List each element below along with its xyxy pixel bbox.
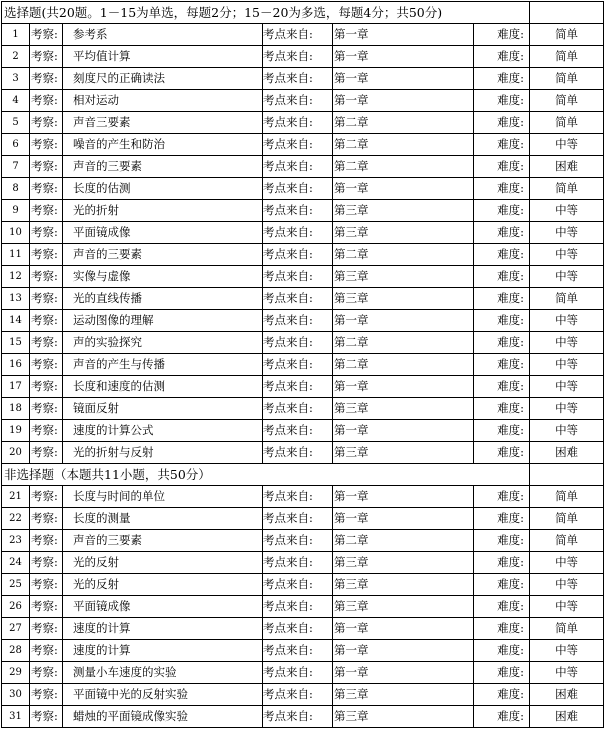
source-label: 考点来自: (263, 376, 333, 398)
source-label: 考点来自: (263, 288, 333, 310)
question-number: 20 (2, 442, 30, 464)
topic-cell: 声音的三要素 (63, 156, 263, 178)
analysis-table (1, 1, 604, 728)
difficulty-value: 简单 (530, 618, 604, 640)
source-label: 考点来自: (263, 552, 333, 574)
question-number: 2 (2, 46, 30, 68)
source-label: 考点来自: (263, 222, 333, 244)
examine-label: 考察: (30, 178, 63, 200)
source-label: 考点来自: (263, 442, 333, 464)
chapter-cell: 第三章 (333, 288, 474, 310)
chapter-cell: 第一章 (333, 178, 474, 200)
chapter-cell: 第一章 (333, 640, 474, 662)
difficulty-value: 中等 (530, 332, 604, 354)
examine-label: 考察: (30, 640, 63, 662)
question-number: 11 (2, 244, 30, 266)
question-number: 25 (2, 574, 30, 596)
question-number: 27 (2, 618, 30, 640)
table-row (2, 178, 604, 200)
table-row (2, 90, 604, 112)
question-number: 14 (2, 310, 30, 332)
source-label: 考点来自: (263, 332, 333, 354)
examine-label: 考察: (30, 596, 63, 618)
question-number: 22 (2, 508, 30, 530)
chapter-cell: 第一章 (333, 68, 474, 90)
table-row (2, 310, 604, 332)
source-label: 考点来自: (263, 706, 333, 728)
topic-cell: 蜡烛的平面镜成像实验 (63, 706, 263, 728)
difficulty-value: 中等 (530, 420, 604, 442)
difficulty-value: 困难 (530, 684, 604, 706)
difficulty-label: 难度: (474, 332, 530, 354)
source-label: 考点来自: (263, 398, 333, 420)
table-row (2, 354, 604, 376)
source-label: 考点来自: (263, 310, 333, 332)
source-label: 考点来自: (263, 266, 333, 288)
chapter-cell: 第二章 (333, 530, 474, 552)
question-number: 6 (2, 134, 30, 156)
topic-cell: 平面镜成像 (63, 222, 263, 244)
table-row (2, 486, 604, 508)
source-label: 考点来自: (263, 640, 333, 662)
source-label: 考点来自: (263, 156, 333, 178)
table-row (2, 46, 604, 68)
difficulty-label: 难度: (474, 530, 530, 552)
chapter-cell: 第三章 (333, 222, 474, 244)
source-label: 考点来自: (263, 178, 333, 200)
source-label: 考点来自: (263, 420, 333, 442)
question-number: 30 (2, 684, 30, 706)
examine-label: 考察: (30, 662, 63, 684)
examine-label: 考察: (30, 266, 63, 288)
topic-cell: 平均值计算 (63, 46, 263, 68)
difficulty-label: 难度: (474, 310, 530, 332)
question-number: 26 (2, 596, 30, 618)
topic-cell: 光的反射 (63, 574, 263, 596)
difficulty-value: 简单 (530, 530, 604, 552)
table-row (2, 508, 604, 530)
topic-cell: 参考系 (63, 24, 263, 46)
chapter-cell: 第三章 (333, 596, 474, 618)
difficulty-label: 难度: (474, 46, 530, 68)
chapter-cell: 第三章 (333, 684, 474, 706)
difficulty-label: 难度: (474, 662, 530, 684)
question-number: 9 (2, 200, 30, 222)
examine-label: 考察: (30, 486, 63, 508)
difficulty-label: 难度: (474, 156, 530, 178)
chapter-cell: 第一章 (333, 310, 474, 332)
difficulty-value: 简单 (530, 90, 604, 112)
source-label: 考点来自: (263, 46, 333, 68)
difficulty-value: 困难 (530, 706, 604, 728)
question-number: 1 (2, 24, 30, 46)
source-label: 考点来自: (263, 486, 333, 508)
difficulty-value: 中等 (530, 376, 604, 398)
chapter-cell: 第一章 (333, 24, 474, 46)
chapter-cell: 第二章 (333, 354, 474, 376)
difficulty-value: 中等 (530, 354, 604, 376)
table-row (2, 530, 604, 552)
section-title: 非选择题（本题共11小题，共50分） (2, 464, 530, 486)
difficulty-value: 中等 (530, 596, 604, 618)
difficulty-label: 难度: (474, 618, 530, 640)
topic-cell: 声音的三要素 (63, 244, 263, 266)
chapter-cell: 第三章 (333, 442, 474, 464)
difficulty-label: 难度: (474, 552, 530, 574)
difficulty-label: 难度: (474, 178, 530, 200)
question-number: 19 (2, 420, 30, 442)
difficulty-label: 难度: (474, 288, 530, 310)
source-label: 考点来自: (263, 200, 333, 222)
examine-label: 考察: (30, 244, 63, 266)
chapter-cell: 第一章 (333, 618, 474, 640)
source-label: 考点来自: (263, 244, 333, 266)
difficulty-label: 难度: (474, 684, 530, 706)
difficulty-label: 难度: (474, 574, 530, 596)
examine-label: 考察: (30, 332, 63, 354)
question-number: 23 (2, 530, 30, 552)
difficulty-label: 难度: (474, 200, 530, 222)
table-row (2, 420, 604, 442)
chapter-cell: 第三章 (333, 398, 474, 420)
question-number: 4 (2, 90, 30, 112)
examine-label: 考察: (30, 618, 63, 640)
question-number: 16 (2, 354, 30, 376)
section-header-row (2, 2, 604, 24)
topic-cell: 长度与时间的单位 (63, 486, 263, 508)
difficulty-label: 难度: (474, 486, 530, 508)
table-row (2, 442, 604, 464)
chapter-cell: 第二章 (333, 134, 474, 156)
difficulty-value: 中等 (530, 662, 604, 684)
topic-cell: 长度的测量 (63, 508, 263, 530)
question-number: 3 (2, 68, 30, 90)
topic-cell: 测量小车速度的实验 (63, 662, 263, 684)
topic-cell: 相对运动 (63, 90, 263, 112)
table-row (2, 68, 604, 90)
difficulty-value: 简单 (530, 68, 604, 90)
table-row (2, 552, 604, 574)
topic-cell: 刻度尺的正确读法 (63, 68, 263, 90)
topic-cell: 长度和速度的估测 (63, 376, 263, 398)
examine-label: 考察: (30, 420, 63, 442)
chapter-cell: 第三章 (333, 574, 474, 596)
examine-label: 考察: (30, 684, 63, 706)
section-header-row (2, 464, 604, 486)
topic-cell: 实像与虚像 (63, 266, 263, 288)
difficulty-value: 中等 (530, 574, 604, 596)
examine-label: 考察: (30, 222, 63, 244)
examine-label: 考察: (30, 310, 63, 332)
chapter-cell: 第二章 (333, 156, 474, 178)
difficulty-value: 简单 (530, 486, 604, 508)
difficulty-label: 难度: (474, 376, 530, 398)
source-label: 考点来自: (263, 354, 333, 376)
examine-label: 考察: (30, 508, 63, 530)
topic-cell: 镜面反射 (63, 398, 263, 420)
table-row (2, 332, 604, 354)
difficulty-label: 难度: (474, 90, 530, 112)
examine-label: 考察: (30, 398, 63, 420)
table-row (2, 618, 604, 640)
examine-label: 考察: (30, 46, 63, 68)
section-header-blank-cell (530, 464, 604, 486)
chapter-cell: 第二章 (333, 244, 474, 266)
table-row (2, 662, 604, 684)
topic-cell: 平面镜成像 (63, 596, 263, 618)
source-label: 考点来自: (263, 112, 333, 134)
difficulty-label: 难度: (474, 398, 530, 420)
difficulty-label: 难度: (474, 640, 530, 662)
table-row (2, 200, 604, 222)
examine-label: 考察: (30, 134, 63, 156)
topic-cell: 光的折射与反射 (63, 442, 263, 464)
examine-label: 考察: (30, 530, 63, 552)
difficulty-value: 简单 (530, 24, 604, 46)
table-body (2, 2, 604, 728)
table-row (2, 684, 604, 706)
difficulty-label: 难度: (474, 420, 530, 442)
topic-cell: 声音的产生与传播 (63, 354, 263, 376)
section-title: 选择题(共20题。1－15为单选，每题2分；15－20为多选，每题4分；共50分) (2, 2, 530, 24)
topic-cell: 光的反射 (63, 552, 263, 574)
table-row (2, 24, 604, 46)
difficulty-label: 难度: (474, 24, 530, 46)
table-row (2, 398, 604, 420)
source-label: 考点来自: (263, 684, 333, 706)
difficulty-value: 中等 (530, 398, 604, 420)
examine-label: 考察: (30, 156, 63, 178)
source-label: 考点来自: (263, 596, 333, 618)
chapter-cell: 第一章 (333, 508, 474, 530)
topic-cell: 速度的计算 (63, 640, 263, 662)
difficulty-value: 简单 (530, 288, 604, 310)
difficulty-label: 难度: (474, 596, 530, 618)
question-number: 15 (2, 332, 30, 354)
chapter-cell: 第三章 (333, 266, 474, 288)
difficulty-value: 中等 (530, 640, 604, 662)
table-row (2, 640, 604, 662)
chapter-cell: 第三章 (333, 706, 474, 728)
chapter-cell: 第二章 (333, 332, 474, 354)
examine-label: 考察: (30, 552, 63, 574)
topic-cell: 速度的计算 (63, 618, 263, 640)
difficulty-value: 中等 (530, 134, 604, 156)
chapter-cell: 第一章 (333, 486, 474, 508)
topic-cell: 声的实验探究 (63, 332, 263, 354)
table-row (2, 156, 604, 178)
difficulty-value: 简单 (530, 508, 604, 530)
source-label: 考点来自: (263, 134, 333, 156)
difficulty-value: 中等 (530, 310, 604, 332)
topic-cell: 声音的三要素 (63, 530, 263, 552)
question-number: 29 (2, 662, 30, 684)
topic-cell: 运动图像的理解 (63, 310, 263, 332)
difficulty-label: 难度: (474, 706, 530, 728)
difficulty-value: 困难 (530, 156, 604, 178)
examine-label: 考察: (30, 112, 63, 134)
question-number: 17 (2, 376, 30, 398)
examine-label: 考察: (30, 200, 63, 222)
chapter-cell: 第三章 (333, 552, 474, 574)
question-number: 31 (2, 706, 30, 728)
question-number: 5 (2, 112, 30, 134)
difficulty-label: 难度: (474, 354, 530, 376)
question-number: 12 (2, 266, 30, 288)
source-label: 考点来自: (263, 574, 333, 596)
difficulty-value: 中等 (530, 266, 604, 288)
topic-cell: 声音三要素 (63, 112, 263, 134)
table-row (2, 574, 604, 596)
examine-label: 考察: (30, 354, 63, 376)
source-label: 考点来自: (263, 618, 333, 640)
difficulty-value: 简单 (530, 46, 604, 68)
chapter-cell: 第一章 (333, 90, 474, 112)
examine-label: 考察: (30, 376, 63, 398)
difficulty-label: 难度: (474, 442, 530, 464)
question-number: 10 (2, 222, 30, 244)
table-row (2, 222, 604, 244)
difficulty-label: 难度: (474, 266, 530, 288)
examine-label: 考察: (30, 706, 63, 728)
table-row (2, 112, 604, 134)
question-number: 18 (2, 398, 30, 420)
table-row (2, 376, 604, 398)
examine-label: 考察: (30, 288, 63, 310)
chapter-cell: 第一章 (333, 376, 474, 398)
question-number: 24 (2, 552, 30, 574)
source-label: 考点来自: (263, 530, 333, 552)
chapter-cell: 第一章 (333, 46, 474, 68)
source-label: 考点来自: (263, 508, 333, 530)
table-row (2, 134, 604, 156)
chapter-cell: 第一章 (333, 420, 474, 442)
question-number: 13 (2, 288, 30, 310)
source-label: 考点来自: (263, 24, 333, 46)
difficulty-value: 简单 (530, 112, 604, 134)
question-number: 21 (2, 486, 30, 508)
examine-label: 考察: (30, 90, 63, 112)
section-header-blank-cell (530, 2, 604, 24)
difficulty-value: 中等 (530, 552, 604, 574)
table-row (2, 244, 604, 266)
topic-cell: 光的直线传播 (63, 288, 263, 310)
table-row (2, 596, 604, 618)
topic-cell: 平面镜中光的反射实验 (63, 684, 263, 706)
topic-cell: 速度的计算公式 (63, 420, 263, 442)
source-label: 考点来自: (263, 90, 333, 112)
difficulty-label: 难度: (474, 222, 530, 244)
difficulty-value: 中等 (530, 222, 604, 244)
table-row (2, 288, 604, 310)
chapter-cell: 第二章 (333, 112, 474, 134)
difficulty-label: 难度: (474, 244, 530, 266)
examine-label: 考察: (30, 24, 63, 46)
source-label: 考点来自: (263, 662, 333, 684)
question-number: 28 (2, 640, 30, 662)
topic-cell: 光的折射 (63, 200, 263, 222)
examine-label: 考察: (30, 442, 63, 464)
difficulty-label: 难度: (474, 112, 530, 134)
chapter-cell: 第一章 (333, 662, 474, 684)
question-number: 8 (2, 178, 30, 200)
examine-label: 考察: (30, 574, 63, 596)
chapter-cell: 第三章 (333, 200, 474, 222)
difficulty-label: 难度: (474, 134, 530, 156)
table-row (2, 706, 604, 728)
difficulty-label: 难度: (474, 68, 530, 90)
topic-cell: 长度的估测 (63, 178, 263, 200)
question-number: 7 (2, 156, 30, 178)
difficulty-label: 难度: (474, 508, 530, 530)
source-label: 考点来自: (263, 68, 333, 90)
table-row (2, 266, 604, 288)
difficulty-value: 困难 (530, 442, 604, 464)
difficulty-value: 中等 (530, 200, 604, 222)
examine-label: 考察: (30, 68, 63, 90)
difficulty-value: 简单 (530, 178, 604, 200)
topic-cell: 噪音的产生和防治 (63, 134, 263, 156)
difficulty-value: 中等 (530, 244, 604, 266)
